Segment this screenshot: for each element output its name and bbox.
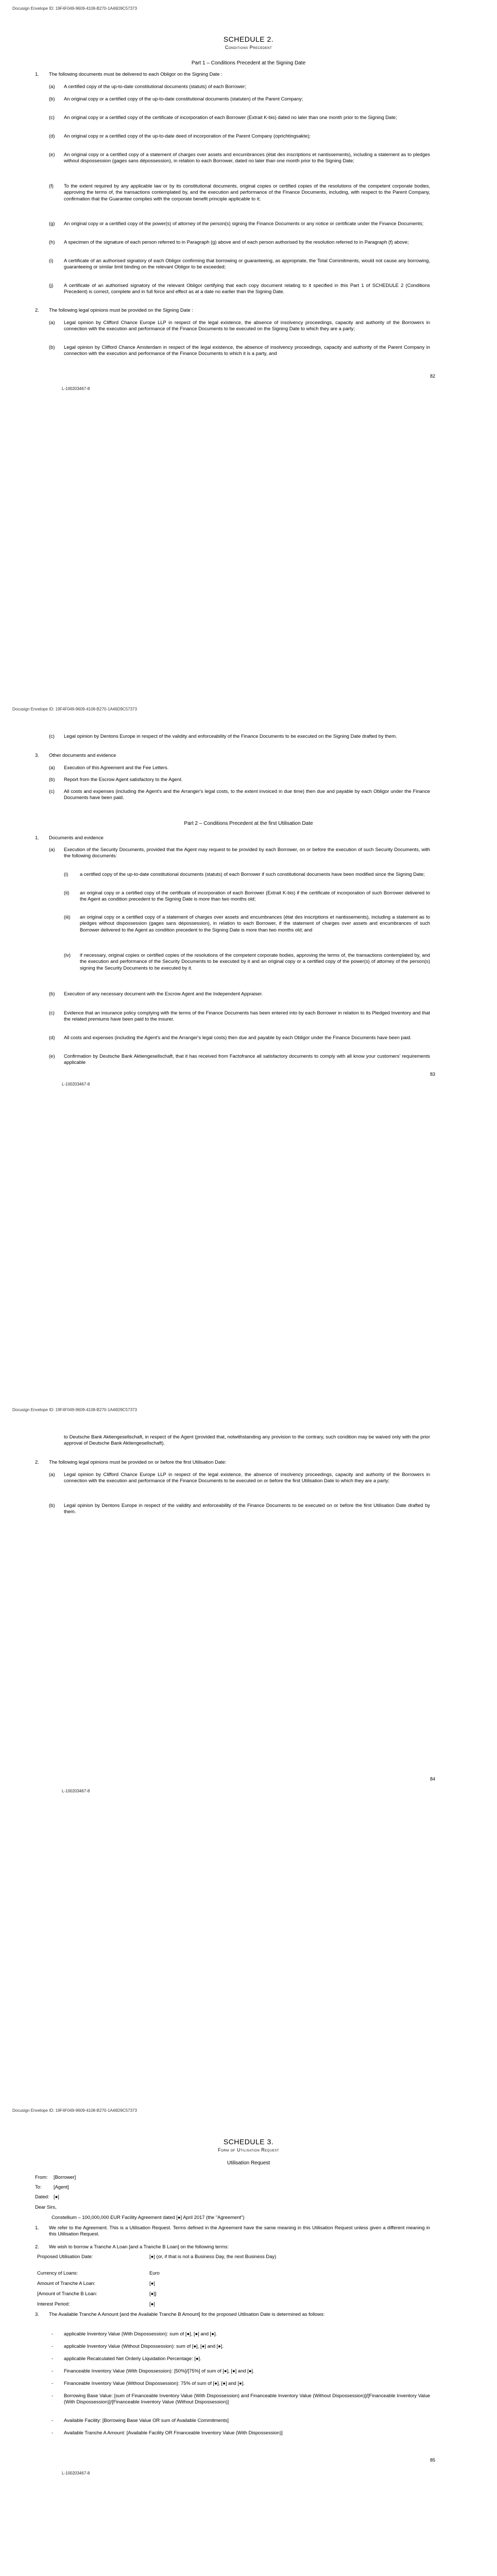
item-label: (c) (49, 114, 55, 120)
page-82 (0, 0, 497, 701)
envelope-id: Docusign Envelope ID: 19F4F049-9609-4108-B270-1A46D9C57373 (12, 1408, 137, 1412)
item-text: Other documents and evidence (49, 752, 116, 758)
schedule-subtitle: Form of Utilisation Request (218, 2147, 279, 2153)
bullet-mark: - (52, 2355, 54, 2361)
bullet-text: applicable Recalculated Net Orderly Liquidation Percentage: [●]. (64, 2355, 201, 2361)
continuation-text: to Deutsche Bank Aktiengesellschaft, in respect of the Agent (provided that, notwithstanding any provision to the contrary, such condition may be waived only with the prior approval of Deutsche Bank Aktiengesellschaft). (64, 1434, 430, 1446)
item-text: Legal opinion by Clifford Chance Amsterdam in respect of the legal existence, the absence of insolvency proceedings, capacity and authority of the Parent Company in connection with the execution and performance of the Finance Documents to which it is a party, and (64, 344, 430, 357)
item-label: (f) (49, 183, 54, 189)
bullet-text: Available Facility: [Borrowing Base Value OR sum of Available Commitments] (64, 2417, 229, 2423)
item-label: (a) (49, 319, 55, 325)
item-text: To the extent required by any applicable law or by its constitutional documents, original copies or certified copies of the resolutions of the competent corporate bodies, approving the terms of, the transactions contemplated by, and the execution and performance of the Finance Documents, including, with respect to the Parent Company, confirmation that the Guarantee complies with the corporate benefit principle applicable to it; (64, 183, 430, 201)
item-text: Documents and evidence (49, 835, 104, 840)
bullet-text: Available Tranche A Amount: [Available Facility OR Financeable Inventory Value (With Dispossession)] (64, 2430, 283, 2435)
bullet-text: Financeable Inventory Value (Without Dispossession): 75% of sum of [●], [●] and [●]. (64, 2380, 245, 2386)
term-label: [Amount of Tranche B Loan: (37, 2291, 97, 2296)
page-number: 84 (430, 1776, 435, 1782)
term-label: Currency of Loans: (37, 2270, 78, 2276)
item-text: The following legal opinions must be provided on the Signing Date : (49, 307, 193, 313)
item-label: (c) (49, 1010, 55, 1015)
bullet-mark: - (52, 2393, 54, 2398)
envelope-id: Docusign Envelope ID: 19F4F049-9609-4108-B270-1A46D9C57373 (12, 707, 137, 711)
item-label: (b) (49, 344, 55, 350)
page-number: 83 (430, 1072, 435, 1077)
bullet-text: Financeable Inventory Value (With Dispossession): [50%]/[75%] of sum of [●], [●] and [●]. (64, 2368, 254, 2374)
item-text: We refer to the Agreement. This is a Utilisation Request. Terms defined in the Agreement have the same meaning in this Utilisation Request unless given a different meaning in this Utilisation Request. (49, 2225, 430, 2237)
doc-reference: L-100203467-8 (62, 386, 90, 391)
item-text: An original copy or a certified copy of the up-to-date deed of incorporation of the Parent Company (oprichtingsakte); (64, 133, 311, 139)
item-label: (d) (49, 133, 55, 139)
item-number: 1. (35, 2225, 39, 2230)
page-83 (0, 701, 497, 1401)
item-label: (iv) (64, 952, 71, 958)
item-label: (b) (49, 776, 55, 782)
to-label: To: (35, 2184, 42, 2190)
form-heading: Utilisation Request (227, 2160, 270, 2166)
schedule-title: SCHEDULE 3. (223, 2138, 274, 2146)
bullet-mark: - (52, 2417, 54, 2423)
item-text: an original copy or a certified copy of the certificate of incorporation of each Borrower (Extrait K-bis) if the certificate of incorporation of such Borrower delivered to the Agent as condition precedent to the Signing Date is more than two months old; (80, 890, 430, 902)
from-value: [Borrower] (54, 2174, 76, 2180)
item-label: (c) (49, 788, 55, 794)
page-number: 82 (430, 374, 435, 379)
item-text: Execution of this Agreement and the Fee Letters. (64, 765, 169, 770)
doc-reference: L-100203467-8 (62, 2471, 90, 2476)
item-label: (a) (49, 765, 55, 770)
item-text: a certified copy of the up-to-date constitutional documents (statuts) of each Borrower if such constitutional documents have been modified since the Signing Date; (80, 871, 425, 877)
item-label: (i) (49, 258, 54, 263)
item-text: A certified copy of the up-to-date constitutional documents (statuts) of each Borrower; (64, 83, 246, 89)
part-heading: Part 1 – Conditions Precedent at the Signing Date (191, 60, 306, 66)
item-text: The following documents must be delivered to each Obligor on the Signing Date : (49, 71, 222, 77)
item-text: Execution of any necessary document with the Escrow Agent and the Independent Appraiser. (64, 991, 263, 996)
item-label: (g) (49, 221, 55, 226)
item-label: (e) (49, 1053, 55, 1059)
item-number: 2. (35, 307, 39, 313)
bullet-mark: - (52, 2430, 54, 2435)
item-text: A certificate of an authorised signatory of each Obligor confirming that borrowing or guaranteeing, as appropriate, the Total Commitments, would not cause any borrowing, guaranteeing or similar limit binding on the relevant Obligor to be exceeded; (64, 258, 430, 270)
item-number: 3. (35, 752, 39, 758)
item-text: Evidence that an insurance policy complying with the terms of the Finance Documents has been entered into by each Borrower in relation to its Pledged Inventory and that the related premiums have been paid to the insurer. (64, 1010, 430, 1022)
item-label: (ii) (64, 890, 70, 895)
item-label: (b) (49, 96, 55, 101)
item-text: Legal opinion by Clifford Chance Europe LLP in respect of the legal existence, the absence of insolvency proceedings, capacity and authority of the Borrowers in connection with the execution and performance of the Finance Documents to be executed on or before the first Utilisation Date to which they are a party; (64, 1471, 430, 1484)
bullet-text: applicable Inventory Value (Without Dispossession): sum of [●], [●] and [●]. (64, 2343, 224, 2349)
part-heading: Part 2 – Conditions Precedent at the first Utilisation Date (184, 821, 313, 826)
item-label: (b) (49, 991, 55, 996)
bullet-text: applicable Inventory Value (With Dispossession): sum of [●], [●] and [●]. (64, 2331, 217, 2336)
page-85 (0, 2102, 497, 2576)
to-value: [Agent] (54, 2184, 69, 2190)
item-label: (e) (49, 151, 55, 157)
item-text: Legal opinion by Clifford Chance Europe LLP in respect of the legal existence, the absence of insolvency proceedings, capacity and authority of the Borrowers in connection with the execution and performance of the Finance Documents to be executed on the Signing Date to which they are a party; (64, 319, 430, 332)
salutation: Dear Sirs, (35, 2204, 57, 2210)
re-line: Constellium – 100,000,000 EUR Facility Agreement dated [●] April 2017 (the "Agreement") (52, 2214, 245, 2220)
term-value: [●] (or, if that is not a Business Day, the next Business Day) (149, 2253, 277, 2259)
item-text: An original copy or a certified copy of the up-to-date constitutional documents (statuten) of the Parent Company; (64, 96, 303, 101)
item-text: A certificate of an authorised signatory of the relevant Obligor certifying that each copy document relating to it specified in this Part 1 of SCHEDULE 2 (Conditions Precedent) is correct, complete and in full force and effect as at a date no earlier than the Signing Date. (64, 282, 430, 295)
bullet-text: Borrowing Base Value: [sum of Financeable Inventory Value (With Dispossession) and Financeable Inventory Value (Without Dispossession)]/[Financeable Inventory Value (With Dispossession)]/[Financeable Inventory Value (Without Dispossession)] (64, 2393, 430, 2405)
item-label: (j) (49, 282, 54, 288)
item-text: All costs and expenses (including the Agent's and the Arranger's legal costs, to the extent invoiced in due time) then due and payable by each Obligor under the Finance Documents have been paid. (64, 788, 430, 801)
term-label: Proposed Utilisation Date: (37, 2253, 93, 2259)
item-text: Legal opinion by Dentons Europe in respect of the validity and enforceability of the Finance Documents to be executed on or before the first Utilisation Date drafted by them. (64, 1502, 430, 1515)
doc-reference: L-100203467-8 (62, 1082, 90, 1087)
item-label: (a) (49, 846, 55, 852)
schedule-title: SCHEDULE 2. (223, 35, 274, 43)
item-text: an original copy or a certified copy of a statement of charges over assets and encumbrances (état des inscriptions et nantissements), including a statement as to pledges without dispossession (gages sans dépossession), in relation to each Borrower, if the statement of charges over assets and encumbrances of such Borrower delivered to the Agent as condition precedent to the Signing Date is more than two months old; and (80, 914, 430, 933)
page-number: 85 (430, 2458, 435, 2463)
doc-reference: L-100203467-8 (62, 1789, 90, 1793)
item-text: if necessary, original copies or certified copies of the resolutions of the competent corporate bodies, approving the terms of, the transactions contemplated by, and the execution and performance of the Security Documents to be executed by it and an original copy or a certified copy of the power(s) of attorney of the person(s) signing the Security Documents to be executed by it. (80, 952, 430, 971)
envelope-id: Docusign Envelope ID: 19F4F049-9609-4108-B270-1A46D9C57373 (12, 2108, 137, 2113)
item-text: Legal opinion by Dentons Europe in respect of the validity and enforceability of the Finance Documents to be executed on the Signing Date drafted by them. (64, 733, 397, 739)
schedule-subtitle: Conditions Precedent (225, 45, 272, 50)
item-label: (b) (49, 1502, 55, 1508)
item-text: The following legal opinions must be provided on or before the first Utilisation Date: (49, 1459, 227, 1465)
item-number: 3. (35, 2311, 39, 2317)
item-text: Execution of the Security Documents, provided that the Agent may request to be provided by each Borrower, on or before the execution of such Security Documents, with the following documents: (64, 846, 430, 859)
item-text: The Available Tranche A Amount [and the Available Tranche B Amount] for the proposed Utilisation Date is determined as follows: (49, 2311, 325, 2317)
item-text: An original copy or a certified copy of the certificate of incorporation of each Borrower (Extrait K-bis) dated no later than one month prior to the Signing Date; (64, 114, 397, 120)
item-number: 2. (35, 2244, 39, 2249)
item-text: Report from the Escrow Agent satisfactory to the Agent. (64, 776, 183, 782)
item-label: (a) (49, 83, 55, 89)
bullet-mark: - (52, 2368, 54, 2374)
term-label: Interest Period: (37, 2301, 70, 2307)
dated-label: Dated: (35, 2194, 49, 2199)
envelope-id: Docusign Envelope ID: 19F4F049-9609-4108-B270-1A46D9C57373 (12, 6, 137, 11)
term-value: [●] (149, 2280, 155, 2286)
item-label: (iii) (64, 914, 71, 920)
item-text: An original copy or a certified copy of the power(s) of attorney of the person(s) signing the Finance Documents or any notice or certificate under the Finance Documents; (64, 221, 424, 226)
item-text: We wish to borrow a Tranche A Loan [and a Tranche B Loan] on the following terms: (49, 2244, 229, 2249)
item-text: An original copy or a certified copy of a statement of charges over assets and encumbrances (état des inscriptions et nantissements), including a statement as to pledges without dispossession (gages sans dépossession), in relation to each Borrower, dated no later than one month prior to the Signing Date; (64, 151, 430, 164)
item-number: 2. (35, 1459, 39, 1465)
term-label: Amount of Tranche A Loan: (37, 2280, 96, 2286)
term-value: [●] (149, 2301, 155, 2307)
page-84 (0, 1401, 497, 2102)
item-label: (c) (49, 733, 55, 739)
bullet-mark: - (52, 2343, 54, 2349)
item-label: (h) (49, 239, 55, 245)
bullet-mark: - (52, 2380, 54, 2386)
item-text: A specimen of the signature of each person referred to in Paragraph (g) above and of each person authorised by the resolution referred to in Paragraph (f) above; (64, 239, 409, 245)
bullet-mark: - (52, 2331, 54, 2336)
from-label: From: (35, 2174, 48, 2180)
item-label: (a) (49, 1471, 55, 1477)
term-value: [●]] (149, 2291, 157, 2296)
item-text: Confirmation by Deutsche Bank Aktiengesellschaft, that it has received from Factofrance all satisfactory documents to comply with all know your customers' requirements applicable (64, 1053, 430, 1065)
term-value: Euro (149, 2270, 160, 2276)
item-number: 1. (35, 71, 39, 77)
dated-value: [●] (54, 2194, 59, 2199)
item-text: All costs and expenses (including the Agent's and the Arranger's legal costs) then due and payable by each Obligor under the Finance Documents have been paid. (64, 1035, 412, 1040)
item-label: (d) (49, 1035, 55, 1040)
item-number: 1. (35, 835, 39, 840)
item-label: (i) (64, 871, 68, 877)
